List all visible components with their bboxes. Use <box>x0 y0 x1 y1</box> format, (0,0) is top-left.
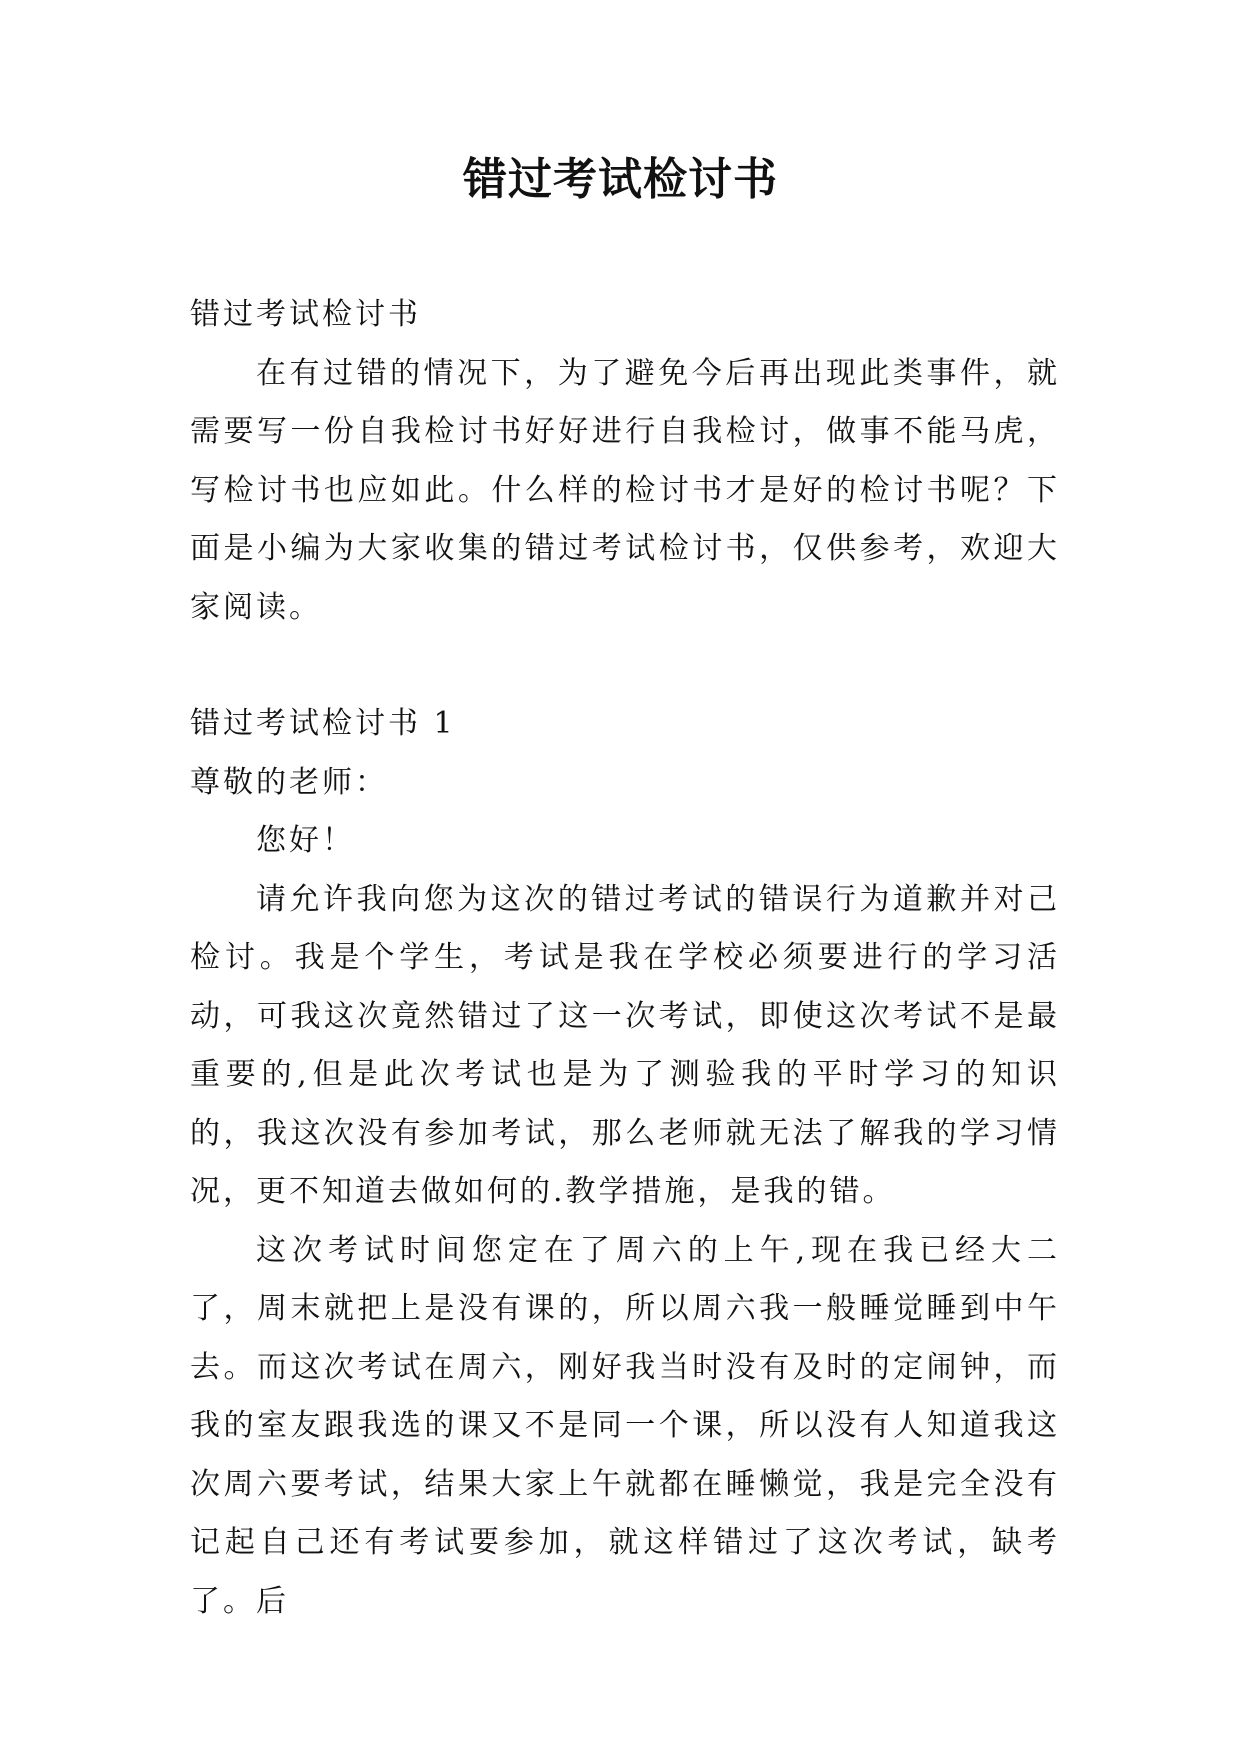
intro-heading: 错过考试检讨书 <box>190 297 421 332</box>
intro-paragraph: 在有过错的情况下，为了避免今后再出现此类事件，就需要写一份自我检讨书好好进行自我检讨，做事不能马虎，写检讨书也应如此。什么样的检讨书才是好的检讨书呢？下面是小编为大家收集的错过考试检讨书，仅供参考，欢迎大家阅读。 <box>190 355 1060 625</box>
section-gap <box>190 637 1060 695</box>
body-paragraph-2: 这次考试时间您定在了周六的上午,现在我已经大二了，周末就把上是没有课的，所以周六我一般睡觉睡到中午去。而这次考试在周六，刚好我当时没有及时的定闹钟，而我的室友跟我选的课又不是同一个课，所以没有人知道我这次周六要考试，结果大家上午就都在睡懒觉，我是完全没有记起自己还有考试要参加，就这样错过了这次考试，缺考了。后 <box>190 1232 1060 1619</box>
greeting: 您好！ <box>256 823 355 858</box>
document-title: 错过考试检讨书 <box>463 154 778 205</box>
section1-heading: 错过考试检讨书 1 <box>190 706 456 741</box>
body-paragraph-1: 请允许我向您为这次的错过考试的错误行为道歉并对己检讨。我是个学生，考试是我在学校必须要进行的学习活动，可我这次竟然错过了这一次考试，即使这次考试不是最重要的,但是此次考试也是为了测验我的平时学习的知识的，我这次没有参加考试，那么老师就无法了解我的学习情况，更不知道去做如何的.教学措施，是我的错。 <box>190 881 1060 1209</box>
document-body <box>190 286 1060 1631</box>
salutation: 尊敬的老师： <box>190 764 388 800</box>
